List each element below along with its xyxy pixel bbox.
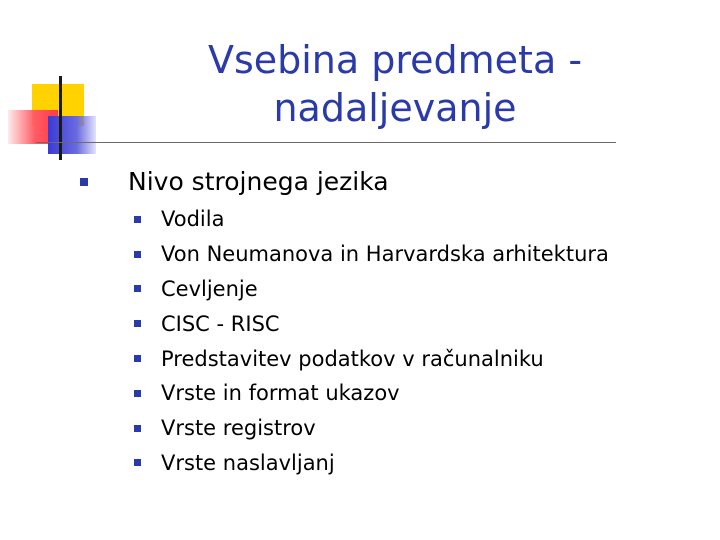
square-bullet-icon <box>134 216 141 223</box>
sub-bullet-text: Vrste in format ukazov <box>161 381 400 406</box>
sub-bullet-item <box>134 411 609 446</box>
sub-bullet-item <box>134 237 609 272</box>
sub-bullet-item <box>134 202 609 237</box>
sub-bullet-item <box>134 272 609 307</box>
main-bullet-item <box>80 166 389 198</box>
sub-bullet-text: Vodila <box>161 207 225 232</box>
square-bullet-icon <box>134 355 141 362</box>
sub-bullet-text: Vrste naslavljanj <box>161 450 335 475</box>
title-underline-divider <box>36 142 616 143</box>
sub-bullet-list <box>134 202 609 480</box>
sub-bullet-item <box>134 446 609 481</box>
sub-bullet-text: Predstavitev podatkov v računalniku <box>161 346 544 371</box>
square-bullet-icon <box>134 285 141 292</box>
square-bullet-icon <box>134 251 141 258</box>
slide-title-line-2: nadaljevanje <box>273 86 517 130</box>
square-bullet-icon <box>134 459 141 466</box>
sub-bullet-item <box>134 376 609 411</box>
square-bullet-icon <box>134 390 141 397</box>
sub-bullet-text: Vrste registrov <box>161 416 316 441</box>
sub-bullet-item <box>134 306 609 341</box>
sub-bullet-text: Cevljenje <box>161 276 258 301</box>
logo-vertical-line <box>59 76 62 160</box>
sub-bullet-text: CISC - RISC <box>161 311 280 336</box>
slide-title <box>130 36 660 132</box>
sub-bullet-text: Von Neumanova in Harvardska arhitektura <box>161 242 609 267</box>
square-bullet-icon <box>134 320 141 327</box>
square-bullet-icon <box>134 425 141 432</box>
main-bullet-text: Nivo strojnega jezika <box>128 167 389 196</box>
logo-blue-square <box>48 116 96 154</box>
sub-bullet-item <box>134 341 609 376</box>
slide-title-line-1: Vsebina predmeta - <box>207 38 583 82</box>
square-bullet-icon <box>80 178 88 186</box>
